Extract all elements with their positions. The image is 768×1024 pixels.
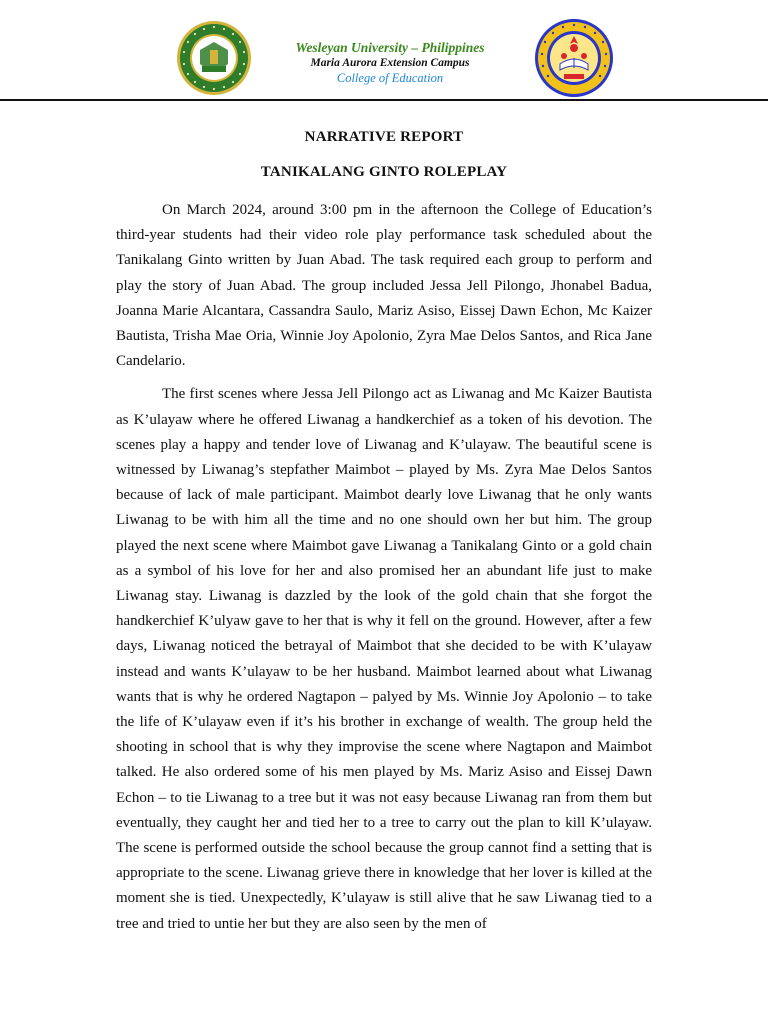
report-body — [116, 198, 652, 945]
university-seal-icon — [176, 20, 252, 96]
paragraph-2: The first scenes where Jessa Jell Pilongo act as Liwanag and Mc Kaizer Bautista as K’ulayaw where he offered Liwanag a handkerchief as a token of his devotion. The scenes play a happy and tender love of Liwanag and K’ulayaw. The beautiful scene is witnessed by Liwanag’s stepfather Maimbot – played by Ms. Zyra Mae Delos Santos because of lack of male participant. Maimbot dearly love Liwanag that he only wants Liwanag to be with him all the time and no one should own her but him. The group played the next scene where Maimbot gave Liwanag a Tanikalang Ginto or a gold chain as a symbol of his love for her and also promised her an abundant life just to make Liwanag stay. Liwanag is dazzled by the look of the gold chain that she forgot the handkerchief K’ulyaw gave to her that is why it fell on the ground. However, after a few days, Liwanag noticed the betrayal of Maimbot that she decided to be with K’ulayaw instead and wants K’ulayaw to be her husband. Maimbot learned about what Liwanag wants that is why he ordered Nagtapon – palyed by Ms. Winnie Joy Apolonio – to take the life of K’ulayaw even if it’s his brother in exchange of wealth. The group held the shooting in school that is why they improvise the scene where Nagtapon and Maimbot talked. He also ordered some of his men played by Ms. Mariz Asiso and Eissej Dawn Echon – to tie Liwanag to a tree but it was not easy because Liwanag ran from them but eventually, they caught her and tied her to a tree to carry out the plan to kill K’ulayaw. The scene is performed outside the school because the group cannot find a setting that is appropriate to the scene. Liwanag grieve there in knowledge that her lover is killed at the moment she is tied. Unexpectedly, K’ulayaw is still alive that he saw Liwanag tied to a tree and tried to untie her but they are also seen by the men of — [116, 386, 652, 932]
university-name: Wesleyan University – Philippines — [295, 40, 485, 55]
letterhead-text — [260, 40, 520, 86]
header-divider — [0, 99, 768, 101]
report-subtitle: TANIKALANG GINTO ROLEPLAY — [260, 164, 508, 180]
paragraph-1: On March 2024, around 3:00 pm in the afternoon the College of Education’s third-year students had their video role play performance task scheduled about the Tanikalang Ginto written by Juan Abad. The task required each group to perform and play the story of Juan Abad. The group included Jessa Jell Pilongo, Jhonabel Badua, Joanna Marie Alcantara, Cassandra Saulo, Mariz Asiso, Eissej Dawn Echon, Mc Kaizer Bautista, Trisha Mae Oria, Winnie Joy Apolonio, Zyra Mae Delos Santos, and Rica Jane Candelario. — [116, 202, 652, 370]
campus-name: Maria Aurora Extension Campus — [310, 57, 470, 69]
letterhead — [0, 0, 768, 102]
college-seal-icon — [534, 18, 614, 98]
report-title: NARRATIVE REPORT — [304, 129, 464, 145]
college-name: College of Education — [336, 71, 444, 85]
